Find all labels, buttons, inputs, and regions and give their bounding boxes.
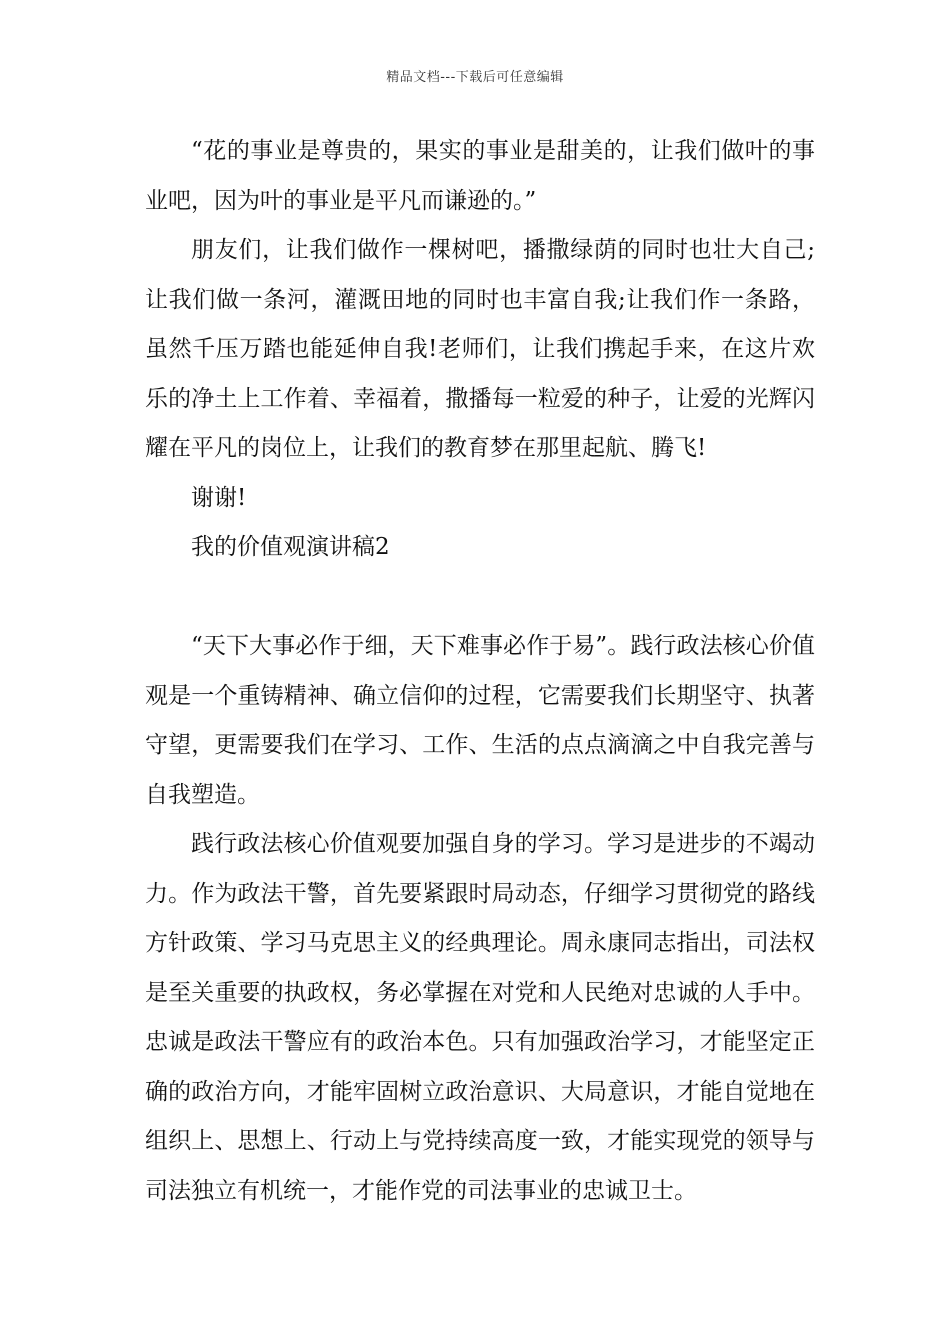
paragraph-friends: 朋友们，让我们做作一棵树吧，播撒绿荫的同时也壮大自己;让我们做一条河，灌溉田地的同时也丰富自我;让我们作一条路，虽然千压万踏也能延伸自我!老师们，让我们携起手来，在这片欢乐的净土上工作着、幸福着，撒播每一粒爱的种子，让爱的光辉闪耀在平凡的岗位上，让我们的教育梦在那里起航、腾飞! (145, 237, 815, 461)
text-block-1 (145, 127, 815, 573)
paragraph-study: 践行政法核心价值观要加强自身的学习。学习是进步的不竭动力。作为政法干警，首先要紧跟时局动态，仔细学习贯彻党的路线方针政策、学习马克思主义的经典理论。周永康同志指出，司法权是至关重要的执政权，务必掌握在对党和人民绝对忠诚的人手中。忠诚是政法干警应有的政治本色。只有加强政治学习，才能坚定正确的政治方向，才能牢固树立政治意识、大局意识，才能自觉地在组织上、思想上、行动上与党持续高度一致，才能实现党的领导与司法独立有机统一，才能作党的司法事业的忠诚卫士。 (145, 831, 815, 1204)
page-header: 精品文档---下载后可任意编辑 (386, 70, 564, 85)
paragraph-thanks: 谢谢! (191, 484, 247, 511)
section-title: 我的价值观演讲稿2 (191, 534, 390, 560)
text-block-2 (145, 622, 815, 1216)
paragraph-intro: “天下大事必作于细，天下难事必作于易”。践行政法核心价值观是一个重铸精神、确立信仰的过程，它需要我们长期坚守、执著守望，更需要我们在学习、工作、生活的点点滴滴之中自我完善与自我塑造。 (145, 633, 815, 808)
paragraph-quote-leaf: “花的事业是尊贵的，果实的事业是甜美的，让我们做叶的事业吧，因为叶的事业是平凡而谦逊的。” (145, 138, 815, 214)
